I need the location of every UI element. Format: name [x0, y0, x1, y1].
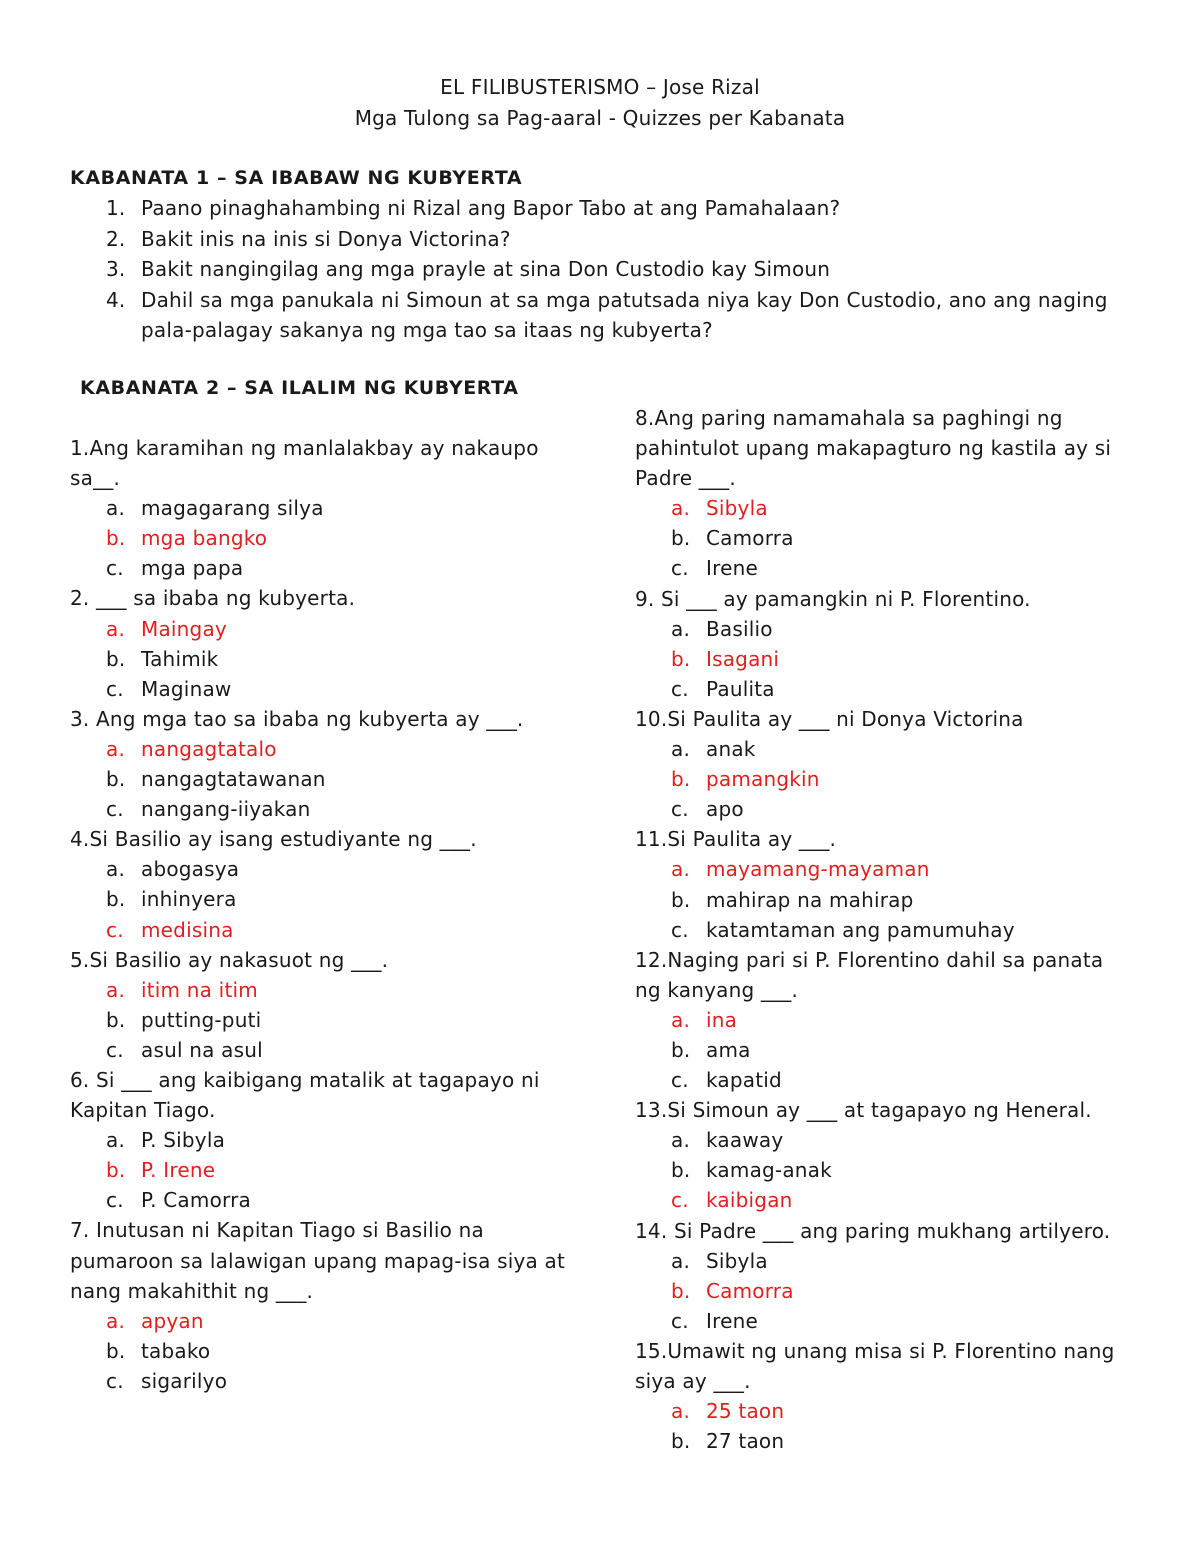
option-text: nangang-iiyakan	[141, 797, 311, 822]
option-text: mga papa	[141, 556, 244, 581]
option-text: Basilio	[706, 616, 773, 641]
quiz-options	[635, 614, 1130, 704]
option-text: magagarang silya	[141, 496, 324, 521]
quiz-options	[70, 493, 570, 583]
kabanata-2-right-column	[635, 403, 1130, 1456]
quiz-option	[70, 794, 570, 824]
option-text: Camorra	[706, 1278, 794, 1303]
quiz-option	[635, 1065, 1130, 1095]
quiz-option	[70, 854, 570, 884]
question-number: 2.	[106, 226, 126, 251]
quiz-options	[635, 1246, 1130, 1336]
quiz-option	[635, 1125, 1130, 1155]
quiz-option	[70, 674, 570, 704]
option-text: Maginaw	[141, 676, 232, 701]
option-letter: b.	[671, 526, 691, 551]
quiz-question-block	[635, 1336, 1130, 1456]
option-text: abogasya	[141, 857, 240, 882]
quiz-option	[635, 1306, 1130, 1336]
quiz-question-block	[635, 584, 1130, 704]
quiz-option	[635, 1426, 1130, 1456]
option-text: kamag-anak	[706, 1158, 832, 1183]
quiz-option	[635, 734, 1130, 764]
option-text: putting-puti	[141, 1007, 262, 1032]
option-letter: b.	[106, 1007, 126, 1032]
quiz-option	[70, 1336, 570, 1366]
kabanata-2-heading: KABANATA 2 – SA ILALIM NG KUBYERTA	[80, 377, 519, 399]
option-text: mayamang-mayaman	[706, 857, 930, 882]
quiz-question-block	[635, 945, 1130, 1095]
quiz-question-block	[635, 403, 1130, 584]
kabanata-1-question	[70, 254, 1130, 285]
option-letter: a.	[671, 737, 691, 762]
quiz-question-text: 12.Naging pari si P. Florentino dahil sa panata ng kanyang ___.	[635, 947, 1104, 1002]
quiz-question-block	[635, 1095, 1130, 1215]
option-letter: c.	[106, 797, 124, 822]
option-text: pamangkin	[706, 767, 820, 792]
option-text: tabako	[141, 1338, 211, 1363]
option-text: 25 taon	[706, 1399, 785, 1424]
quiz-question-text: 8.Ang paring namamahala sa paghingi ng pahintulot upang makapagturo ng kastila ay si Padre ___.	[635, 406, 1112, 491]
option-text: kaaway	[706, 1128, 784, 1153]
quiz-question-text: 2. ___ sa ibaba ng kubyerta.	[70, 586, 356, 611]
quiz-option-correct	[70, 975, 570, 1005]
quiz-options	[70, 1306, 570, 1396]
option-letter: a.	[106, 496, 126, 521]
option-letter: a.	[671, 496, 691, 521]
option-letter: b.	[671, 887, 691, 912]
option-letter: c.	[106, 676, 124, 701]
quiz-option-correct	[70, 915, 570, 945]
option-letter: b.	[671, 1278, 691, 1303]
quiz-options	[635, 493, 1130, 583]
option-letter: c.	[671, 1308, 689, 1333]
document-subtitle: Mga Tulong sa Pag-aaral - Quizzes per Kabanata	[354, 106, 846, 130]
quiz-option	[635, 1155, 1130, 1185]
option-letter: a.	[106, 1308, 126, 1333]
option-text: Camorra	[706, 526, 794, 551]
option-letter: a.	[106, 1128, 126, 1153]
quiz-question-text: 14. Si Padre ___ ang paring mukhang artilyero.	[635, 1218, 1111, 1243]
quiz-options	[635, 1125, 1130, 1215]
option-text: Tahimik	[141, 646, 219, 671]
option-letter: a.	[106, 616, 126, 641]
quiz-question-text: 7. Inutusan ni Kapitan Tiago si Basilio na pumaroon sa lalawigan upang mapag-isa siya at nang makahithit ng ___.	[70, 1218, 566, 1303]
document-header	[0, 72, 1200, 134]
quiz-option-correct	[635, 1185, 1130, 1215]
quiz-option-correct	[635, 1005, 1130, 1035]
kabanata-1-question	[70, 193, 1130, 224]
option-text: P. Sibyla	[141, 1128, 226, 1153]
quiz-question-block	[635, 824, 1130, 944]
quiz-option	[70, 553, 570, 583]
quiz-question-text: 10.Si Paulita ay ___ ni Donya Victorina	[635, 706, 1024, 731]
quiz-option	[635, 614, 1130, 644]
quiz-question-text: 11.Si Paulita ay ___.	[635, 827, 837, 852]
option-letter: b.	[671, 646, 691, 671]
option-letter: a.	[671, 1007, 691, 1032]
quiz-option-correct	[70, 614, 570, 644]
kabanata-1-question	[70, 224, 1130, 255]
option-text: apo	[706, 797, 744, 822]
option-letter: b.	[106, 1158, 126, 1183]
kabanata-2-left-column	[70, 433, 570, 1396]
option-text: P. Irene	[141, 1158, 216, 1183]
option-letter: a.	[106, 857, 126, 882]
quiz-option	[635, 794, 1130, 824]
option-text: Paulita	[706, 676, 775, 701]
option-text: Maingay	[141, 616, 227, 641]
quiz-options	[70, 1125, 570, 1215]
quiz-option-correct	[70, 1155, 570, 1185]
question-text: Dahil sa mga panukala ni Simoun at sa mga patutsada niya kay Don Custodio, ano ang naging pala-palagay sakanya ng mga tao sa itaas ng kubyerta?	[141, 287, 1108, 342]
option-text: katamtaman ang pamumuhay	[706, 917, 1015, 942]
quiz-question-block	[70, 945, 570, 1065]
option-letter: c.	[106, 1368, 124, 1393]
quiz-question-block	[70, 704, 570, 824]
option-text: kaibigan	[706, 1188, 793, 1213]
quiz-question-text: 13.Si Simoun ay ___ at tagapayo ng Heneral.	[635, 1098, 1092, 1123]
question-number: 1.	[106, 196, 126, 220]
quiz-option	[70, 764, 570, 794]
quiz-options	[70, 614, 570, 704]
option-letter: c.	[106, 1188, 124, 1213]
quiz-question-block	[70, 583, 570, 703]
option-letter: c.	[671, 556, 689, 581]
option-text: Irene	[706, 1308, 758, 1333]
quiz-option	[635, 885, 1130, 915]
quiz-option-correct	[635, 764, 1130, 794]
option-letter: a.	[671, 1248, 691, 1273]
kabanata-1-questions	[70, 193, 1130, 346]
quiz-option-correct	[70, 1306, 570, 1336]
quiz-question-text: 1.Ang karamihan ng manlalakbay ay nakaupo sa__.	[70, 436, 539, 491]
quiz-option-correct	[635, 1276, 1130, 1306]
option-letter: b.	[106, 767, 126, 792]
quiz-question-text: 15.Umawit ng unang misa si P. Florentino nang siya ay ___.	[635, 1338, 1115, 1393]
quiz-option	[70, 1185, 570, 1215]
quiz-options	[70, 734, 570, 824]
option-letter: b.	[671, 1037, 691, 1062]
quiz-option-correct	[635, 644, 1130, 674]
option-letter: c.	[106, 917, 124, 942]
option-letter: b.	[106, 646, 126, 671]
option-text: ina	[706, 1007, 738, 1032]
quiz-question-text: 4.Si Basilio ay isang estudiyante ng ___.	[70, 827, 477, 852]
quiz-question-text: 6. Si ___ ang kaibigang matalik at tagapayo ni Kapitan Tiago.	[70, 1067, 540, 1123]
question-text: Bakit inis na inis si Donya Victorina?	[141, 226, 511, 251]
option-text: kapatid	[706, 1068, 782, 1093]
quiz-option	[70, 1366, 570, 1396]
quiz-option	[70, 884, 570, 914]
option-text: Sibyla	[706, 1248, 768, 1273]
option-letter: a.	[671, 1128, 691, 1153]
quiz-option-correct	[635, 493, 1130, 523]
option-letter: c.	[106, 556, 124, 581]
kabanata-1-heading: KABANATA 1 – SA IBABAW NG KUBYERTA	[70, 167, 523, 189]
quiz-option	[635, 553, 1130, 583]
quiz-option	[635, 1035, 1130, 1065]
option-text: nangagtatalo	[141, 736, 277, 761]
question-text: Bakit nangingilag ang mga prayle at sina Don Custodio kay Simoun	[141, 257, 831, 281]
quiz-options	[70, 975, 570, 1065]
quiz-option	[635, 1246, 1130, 1276]
option-text: mga bangko	[141, 526, 268, 551]
option-letter: c.	[671, 1188, 689, 1213]
quiz-option	[635, 523, 1130, 553]
option-letter: a.	[671, 1399, 691, 1424]
option-letter: b.	[671, 1429, 691, 1454]
quiz-option-correct	[70, 523, 570, 553]
option-text: anak	[706, 737, 756, 762]
option-letter: b.	[671, 1158, 691, 1183]
option-text: sigarilyo	[141, 1368, 228, 1393]
quiz-option-correct	[635, 1396, 1130, 1426]
option-text: Sibyla	[706, 496, 768, 521]
quiz-question-text: 9. Si ___ ay pamangkin ni P. Florentino.	[635, 586, 1031, 611]
option-letter: c.	[671, 917, 689, 942]
option-text: mahirap na mahirap	[706, 887, 914, 912]
quiz-question-block	[70, 1065, 570, 1215]
option-text: itim na itim	[141, 977, 258, 1002]
quiz-option	[70, 644, 570, 674]
quiz-question-block	[70, 1215, 570, 1396]
option-text: ama	[706, 1037, 751, 1062]
option-text: nangagtatawanan	[141, 767, 326, 792]
quiz-option-correct	[70, 734, 570, 764]
quiz-option	[70, 493, 570, 523]
question-number: 4.	[106, 287, 126, 312]
quiz-option-correct	[635, 854, 1130, 884]
quiz-options	[635, 854, 1130, 944]
option-letter: c.	[671, 797, 689, 822]
quiz-options	[635, 1396, 1130, 1456]
quiz-option	[635, 674, 1130, 704]
quiz-options	[635, 734, 1130, 824]
option-text: inhinyera	[141, 887, 237, 912]
option-letter: c.	[106, 1037, 124, 1062]
quiz-options	[635, 1005, 1130, 1095]
option-text: apyan	[141, 1308, 204, 1333]
option-text: medisina	[141, 917, 234, 942]
option-letter: b.	[106, 526, 126, 551]
option-letter: c.	[671, 676, 689, 701]
quiz-question-block	[70, 433, 570, 583]
quiz-options	[70, 854, 570, 944]
option-text: Irene	[706, 556, 758, 581]
quiz-question-text: 5.Si Basilio ay nakasuot ng ___.	[70, 947, 389, 972]
quiz-question-block	[635, 704, 1130, 824]
option-text: asul na asul	[141, 1037, 263, 1062]
quiz-option	[70, 1125, 570, 1155]
option-letter: a.	[106, 736, 126, 761]
kabanata-1-question	[70, 285, 1130, 346]
question-number: 3.	[106, 257, 126, 281]
quiz-question-block	[635, 1216, 1130, 1336]
quiz-question-text: 3. Ang mga tao sa ibaba ng kubyerta ay ___.	[70, 706, 524, 731]
option-letter: b.	[671, 767, 691, 792]
option-text: 27 taon	[706, 1429, 785, 1454]
quiz-question-block	[70, 824, 570, 944]
document-title: EL FILIBUSTERISMO – Jose Rizal	[440, 75, 760, 99]
question-text: Paano pinaghahambing ni Rizal ang Bapor Tabo at ang Pamahalaan?	[141, 196, 841, 220]
option-letter: c.	[671, 1068, 689, 1093]
option-text: Isagani	[706, 646, 780, 671]
option-text: P. Camorra	[141, 1188, 251, 1213]
option-letter: a.	[106, 977, 126, 1002]
option-letter: b.	[106, 887, 126, 912]
quiz-option	[70, 1005, 570, 1035]
quiz-option	[70, 1035, 570, 1065]
quiz-option	[635, 915, 1130, 945]
option-letter: a.	[671, 857, 691, 882]
option-letter: b.	[106, 1338, 126, 1363]
option-letter: a.	[671, 616, 691, 641]
